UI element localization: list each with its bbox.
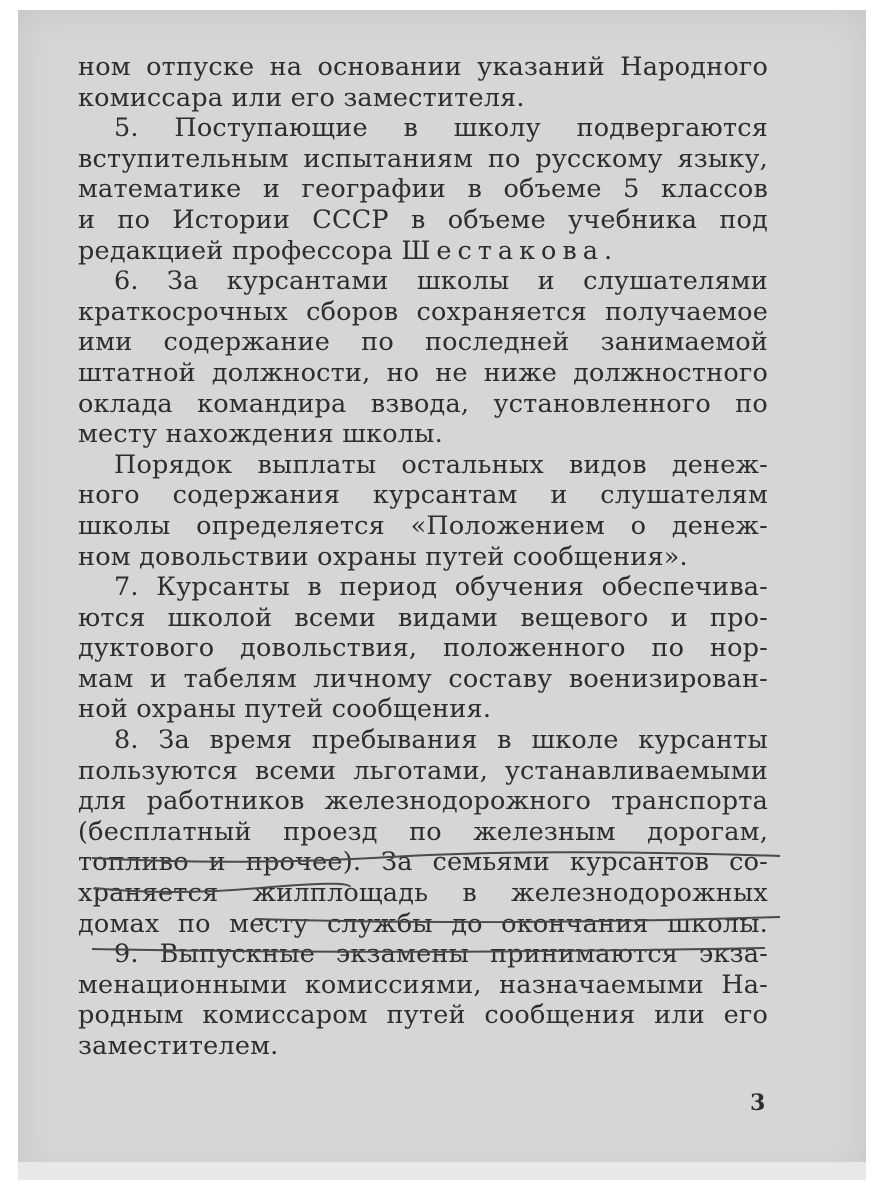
text-line: 8. За время пребывания в школе курсанты [114,725,768,756]
text-line: для работников железнодорожного транспорта [78,786,768,817]
text-line underlined-line: (бесплатный проезд по железным дорогам, [78,816,768,847]
text-line underlined-line: храняется жилплощадь в железнодорожных [78,878,768,909]
text-line: дуктового довольствия, положенного по нор- [78,633,768,664]
page-number: 3 [750,1090,766,1116]
text-line: родным комиссаром путей сообщения или его [78,1000,768,1031]
text-line: ного содержания курсантам и слушателям [78,480,768,511]
text-line: оклада командира взвода, установленного по [78,388,768,419]
text-line: ной охраны путей сообщения. [78,694,492,725]
text-line: менационными комиссиями, назначаемыми На- [78,969,768,1000]
text-line: школы определяется «Положением о денеж- [78,510,768,541]
text-line: 7. Курсанты в период обучения обеспечива- [114,572,768,603]
text-line [78,236,768,267]
text-line underlined-line: топливо и прочее). За семьями курсантов со- [78,847,768,878]
text-line: месту нахождения школы. [78,419,443,450]
author-name-spaced: Шестакова. [401,235,619,266]
underline-mark [92,852,780,862]
text-line: вступительным испытаниям по русскому языку, [78,143,768,174]
underline-mark [92,948,765,952]
text-line: ном отпуске на основании указаний Народного [78,52,768,82]
text-line: 5. Поступающие в школу подвергаются [114,113,768,144]
underline-mark [255,917,780,922]
text-line: 6. За курсантами школы и слушателями [114,266,768,297]
text-line: пользуются всеми льготами, устанавливаемыми [78,755,768,786]
text-line: ном довольствии охраны путей сообщения». [78,541,688,572]
text-line: и по Истории СССР в объеме учебника под [78,204,768,235]
text-line: мам и табелям личному составу военизирован- [78,663,768,694]
text-line: математике и географии в объеме 5 классов [78,174,768,205]
text-line: 9. Выпускные экзамены принимаются экза- [114,939,768,970]
underline-mark [94,884,350,892]
pencil-underline-marks [90,830,790,960]
text-line: Порядок выплаты остальных видов денеж- [114,449,768,480]
text-fragment: редакцией профессора [78,235,394,266]
text-line underlined-line: домах по месту службы до окончания школы. [78,908,768,939]
text-line: ются школой всеми видами вещевого и про- [78,602,768,633]
text-line: комиссара или его заместителя. [78,82,525,113]
text-line: краткосрочных сборов сохраняется получаемое [78,296,768,327]
text-line: штатной должности, но не ниже должностного [78,357,768,388]
text-line: заместителем. [78,1031,279,1061]
text-line: ими содержание по последней занимаемой [78,327,768,358]
